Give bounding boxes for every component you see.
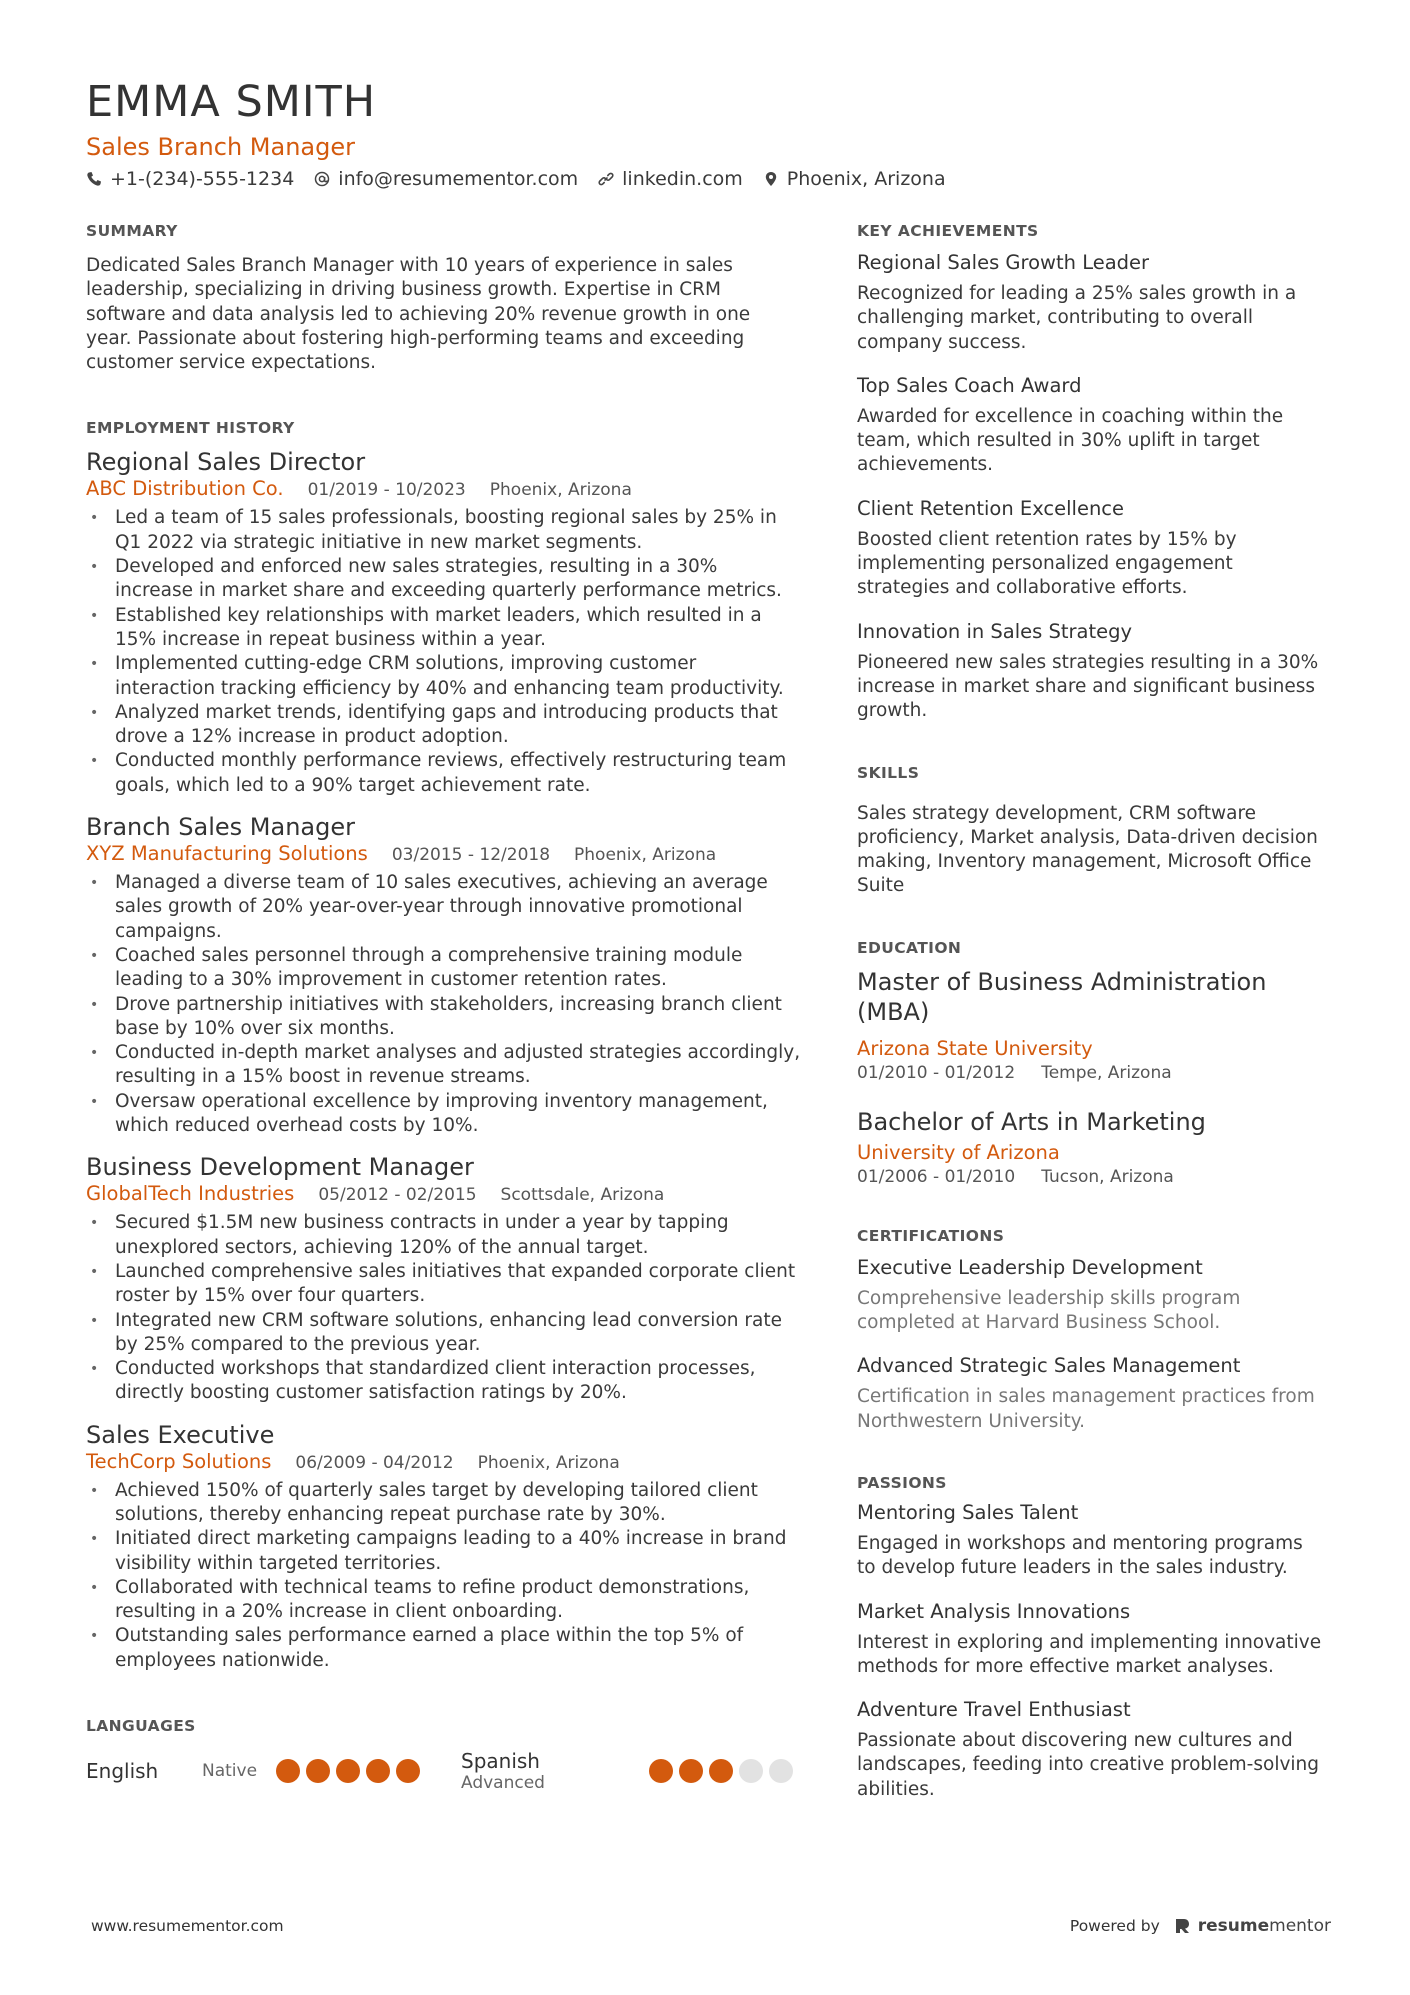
language-rating bbox=[276, 1759, 420, 1783]
at-icon bbox=[314, 171, 330, 187]
section-title-languages: LANGUAGES bbox=[86, 1717, 196, 1736]
passion-desc: Passionate about discovering new cultures and landscapes, feeding into creative problem-solving abilities. bbox=[857, 1730, 1320, 1800]
achievement-item bbox=[857, 619, 1327, 724]
education-degree: Bachelor of Arts in Marketing bbox=[857, 1107, 1206, 1136]
passion-title: Adventure Travel Enthusiast bbox=[857, 1698, 1131, 1722]
phone-icon bbox=[86, 171, 102, 187]
bullet-item: • Outstanding sales performance earned a place within the top 5% of employees nationwide. bbox=[86, 1624, 801, 1673]
job-entry bbox=[86, 1152, 801, 1405]
contact-phone[interactable] bbox=[86, 168, 294, 190]
languages-section bbox=[86, 1717, 801, 1793]
powered-by bbox=[1070, 1916, 1331, 1936]
bullet-item: • Analyzed market trends, identifying gaps and introducing products that drove a 12% increase in product adoption. bbox=[86, 701, 801, 750]
brand-name-bold: resume bbox=[1197, 1916, 1270, 1936]
summary-text: Dedicated Sales Branch Manager with 10 years of experience in sales leadership, specializing in driving business growth. Expertise in CRM software and data analysis led to achieving 20% revenue growth in one year. Passionate about fostering high-performing teams and exceeding customer service expectations. bbox=[86, 255, 751, 374]
passion-item bbox=[857, 1599, 1327, 1680]
job-role: Business Development Manager bbox=[86, 1153, 474, 1182]
job-meta bbox=[86, 1450, 801, 1473]
rating-dot-filled bbox=[306, 1759, 330, 1783]
passion-title: Market Analysis Innovations bbox=[857, 1599, 1131, 1623]
certification-title: Advanced Strategic Sales Management bbox=[857, 1354, 1241, 1378]
contact-linkedin[interactable] bbox=[598, 168, 743, 190]
job-role: Regional Sales Director bbox=[86, 448, 366, 477]
section-title-education: EDUCATION bbox=[857, 938, 962, 957]
education-item bbox=[857, 1107, 1327, 1187]
job-location: Phoenix, Arizona bbox=[489, 480, 632, 501]
achievement-title: Client Retention Excellence bbox=[857, 496, 1125, 520]
resume-header bbox=[86, 74, 1326, 190]
language-level: Advanced bbox=[461, 1773, 545, 1794]
achievement-item bbox=[857, 373, 1327, 478]
section-title-skills: SKILLS bbox=[857, 763, 920, 782]
candidate-name: EMMA SMITH bbox=[86, 77, 377, 127]
language-item bbox=[86, 1759, 461, 1783]
company-name: ABC Distribution Co. bbox=[86, 477, 284, 501]
job-bullets bbox=[86, 506, 801, 798]
education-location: Tempe, Arizona bbox=[1041, 1062, 1172, 1083]
education-school: Arizona State University bbox=[857, 1036, 1093, 1060]
job-bullets bbox=[86, 1211, 801, 1405]
certification-title: Executive Leadership Development bbox=[857, 1255, 1203, 1279]
achievement-desc: Recognized for leading a 25% sales growth in a challenging market, contributing to overall company success. bbox=[857, 283, 1297, 353]
education-school: University of Arizona bbox=[857, 1140, 1060, 1164]
contact-email[interactable] bbox=[314, 168, 578, 190]
job-dates: 03/2015 - 12/2018 bbox=[391, 845, 551, 866]
rating-dot-filled bbox=[679, 1759, 703, 1783]
achievement-title: Regional Sales Growth Leader bbox=[857, 251, 1150, 274]
footer-website-link[interactable]: www.resumementor.com bbox=[91, 1917, 284, 1935]
certification-item bbox=[857, 1353, 1327, 1434]
skills-section bbox=[857, 764, 1327, 899]
certification-item bbox=[857, 1255, 1327, 1336]
bullet-item: • Conducted in-depth market analyses and adjusted strategies accordingly, resulting in a 15% boost in revenue streams. bbox=[86, 1041, 801, 1090]
bullet-item: • Achieved 150% of quarterly sales target by developing tailored client solutions, thereby enhancing repeat purchase rate by 30%. bbox=[86, 1479, 801, 1528]
company-name: GlobalTech Industries bbox=[86, 1182, 295, 1206]
summary-section bbox=[86, 222, 801, 375]
link-icon bbox=[598, 171, 614, 187]
bullet-item: • Collaborated with technical teams to refine product demonstrations, resulting in a 20% increase in client onboarding. bbox=[86, 1576, 801, 1625]
job-role: Sales Executive bbox=[86, 1420, 275, 1449]
education-item bbox=[857, 967, 1327, 1083]
achievement-desc: Boosted client retention rates by 15% by implementing personalized engagement strategies and collaborative efforts. bbox=[857, 528, 1237, 599]
education-dates: 01/2010 - 01/2012 bbox=[857, 1062, 1016, 1083]
phone-text: +1-(234)-555-1234 bbox=[110, 168, 295, 190]
job-bullets bbox=[86, 871, 801, 1138]
rating-dot-filled bbox=[276, 1759, 300, 1783]
section-title-summary: SUMMARY bbox=[86, 222, 178, 240]
passions-section bbox=[857, 1474, 1327, 1802]
rating-dot-empty bbox=[739, 1759, 763, 1783]
bullet-item: • Drove partnership initiatives with stakeholders, increasing branch client base by 10% over six months. bbox=[86, 993, 801, 1042]
achievement-desc: Awarded for excellence in coaching within the team, which resulted in 30% uplift in target achievements. bbox=[857, 405, 1284, 476]
brand-name-light: mentor bbox=[1269, 1916, 1331, 1936]
bullet-item: • Implemented cutting-edge CRM solutions, improving customer interaction tracking efficiency by 40% and enhancing team productivity. bbox=[86, 652, 801, 701]
passion-desc: Engaged in workshops and mentoring programs to develop future leaders in the sales industry. bbox=[857, 1532, 1303, 1579]
bullet-item: • Secured $1.5M new business contracts in under a year by tapping unexplored sectors, achieving 120% of the annual target. bbox=[86, 1211, 801, 1260]
job-dates: 06/2009 - 04/2012 bbox=[295, 1452, 454, 1473]
language-name: English bbox=[86, 1759, 159, 1784]
job-dates: 01/2019 - 10/2023 bbox=[307, 480, 466, 501]
employment-section bbox=[86, 419, 801, 1673]
job-entry bbox=[86, 447, 801, 798]
passion-item bbox=[857, 1500, 1327, 1581]
email-text: info@resumementor.com bbox=[338, 168, 579, 190]
brand-logo[interactable] bbox=[1174, 1916, 1331, 1936]
job-location: Phoenix, Arizona bbox=[574, 845, 717, 866]
powered-by-label: Powered by bbox=[1069, 1917, 1160, 1935]
bullet-item: • Coached sales personnel through a comprehensive training module leading to a 30% improvement in customer retention rates. bbox=[86, 944, 801, 993]
job-entry bbox=[86, 1420, 801, 1673]
bullet-item: • Oversaw operational excellence by improving inventory management, which reduced overhead costs by 10%. bbox=[86, 1090, 801, 1139]
section-title-employment: EMPLOYMENT HISTORY bbox=[86, 419, 295, 438]
rating-dot-filled bbox=[366, 1759, 390, 1783]
job-role: Branch Sales Manager bbox=[86, 813, 355, 842]
bullet-item: • Led a team of 15 sales professionals, boosting regional sales by 25% in Q1 2022 via strategic initiative in new market segments. bbox=[86, 506, 801, 555]
page-footer bbox=[91, 1916, 1331, 1936]
achievement-title: Top Sales Coach Award bbox=[857, 373, 1082, 397]
bullet-item: • Conducted monthly performance reviews, effectively restructuring team goals, which led to a 90% target achievement rate. bbox=[86, 749, 801, 798]
contact-location bbox=[763, 168, 946, 190]
language-name: Spanish bbox=[461, 1749, 540, 1774]
company-name: XYZ Manufacturing Solutions bbox=[86, 842, 368, 866]
bullet-item: • Developed and enforced new sales strategies, resulting in a 30% increase in market share and exceeding quarterly performance metrics. bbox=[86, 555, 801, 604]
rating-dot-filled bbox=[649, 1759, 673, 1783]
location-pin-icon bbox=[763, 171, 779, 187]
language-level: Native bbox=[202, 1761, 258, 1782]
rating-dot-filled bbox=[709, 1759, 733, 1783]
achievements-section bbox=[857, 222, 1327, 724]
bullet-item: • Conducted workshops that standardized client interaction processes, directly boosting customer satisfaction ratings by 20%. bbox=[86, 1357, 801, 1406]
bullet-item: • Initiated direct marketing campaigns leading to a 40% increase in brand visibility within targeted territories. bbox=[86, 1527, 801, 1576]
location-text: Phoenix, Arizona bbox=[786, 168, 946, 190]
achievement-item bbox=[857, 496, 1327, 601]
job-dates: 05/2012 - 02/2015 bbox=[318, 1185, 477, 1206]
language-labels bbox=[461, 1749, 649, 1793]
passion-desc: Interest in exploring and implementing innovative methods for more effective market analyses. bbox=[857, 1631, 1322, 1677]
section-title-certifications: CERTIFICATIONS bbox=[857, 1226, 1005, 1245]
brand-mark-icon bbox=[1174, 1917, 1192, 1935]
job-meta bbox=[86, 1182, 801, 1205]
certifications-section bbox=[857, 1227, 1327, 1434]
section-title-achievements: KEY ACHIEVEMENTS bbox=[857, 222, 1039, 240]
passion-item bbox=[857, 1697, 1327, 1802]
job-meta bbox=[86, 842, 801, 865]
education-location: Tucson, Arizona bbox=[1041, 1166, 1174, 1187]
job-bullets bbox=[86, 1479, 801, 1673]
bullet-item: • Launched comprehensive sales initiatives that expanded corporate client roster by 15% over four quarters. bbox=[86, 1260, 801, 1309]
bullet-item: • Established key relationships with market leaders, which resulted in a 15% increase in repeat business within a year. bbox=[86, 604, 801, 653]
job-entry bbox=[86, 812, 801, 1138]
skills-text: Sales strategy development, CRM software proficiency, Market analysis, Data-driven decision making, Inventory management, Microsoft Office Suite bbox=[857, 802, 1318, 897]
section-title-passions: PASSIONS bbox=[857, 1473, 947, 1492]
job-location: Scottsdale, Arizona bbox=[500, 1185, 665, 1206]
bullet-item: • Integrated new CRM software solutions, enhancing lead conversion rate by 25% compared to the previous year. bbox=[86, 1309, 801, 1358]
company-name: TechCorp Solutions bbox=[86, 1449, 272, 1473]
rating-dot-empty bbox=[769, 1759, 793, 1783]
left-column bbox=[86, 222, 801, 1793]
certification-desc: Comprehensive leadership skills program completed at Harvard Business School. bbox=[857, 1287, 1241, 1334]
rating-dot-filled bbox=[336, 1759, 360, 1783]
bullet-item: • Managed a diverse team of 10 sales executives, achieving an average sales growth of 20% year-over-year through innovative promotional campaigns. bbox=[86, 871, 801, 944]
education-degree: Master of Business Administration (MBA) bbox=[857, 967, 1267, 1026]
education-meta bbox=[857, 1167, 1327, 1187]
candidate-title: Sales Branch Manager bbox=[86, 133, 355, 161]
job-meta bbox=[86, 477, 801, 500]
achievement-title: Innovation in Sales Strategy bbox=[857, 619, 1133, 643]
achievement-desc: Pioneered new sales strategies resulting in a 30% increase in market share and significant business growth. bbox=[857, 651, 1319, 722]
languages-row bbox=[86, 1749, 801, 1793]
right-column bbox=[857, 222, 1327, 1842]
language-item bbox=[461, 1749, 796, 1793]
education-dates: 01/2006 - 01/2010 bbox=[857, 1166, 1016, 1187]
education-section bbox=[857, 939, 1327, 1187]
education-meta bbox=[857, 1063, 1327, 1083]
rating-dot-filled bbox=[396, 1759, 420, 1783]
contact-bar bbox=[86, 168, 1326, 190]
linkedin-text: linkedin.com bbox=[622, 168, 743, 190]
achievement-item bbox=[857, 250, 1327, 355]
certification-desc: Certification in sales management practices from Northwestern University. bbox=[857, 1386, 1315, 1432]
passion-title: Mentoring Sales Talent bbox=[857, 1500, 1079, 1524]
language-rating bbox=[649, 1759, 793, 1783]
job-location: Phoenix, Arizona bbox=[477, 1452, 620, 1473]
